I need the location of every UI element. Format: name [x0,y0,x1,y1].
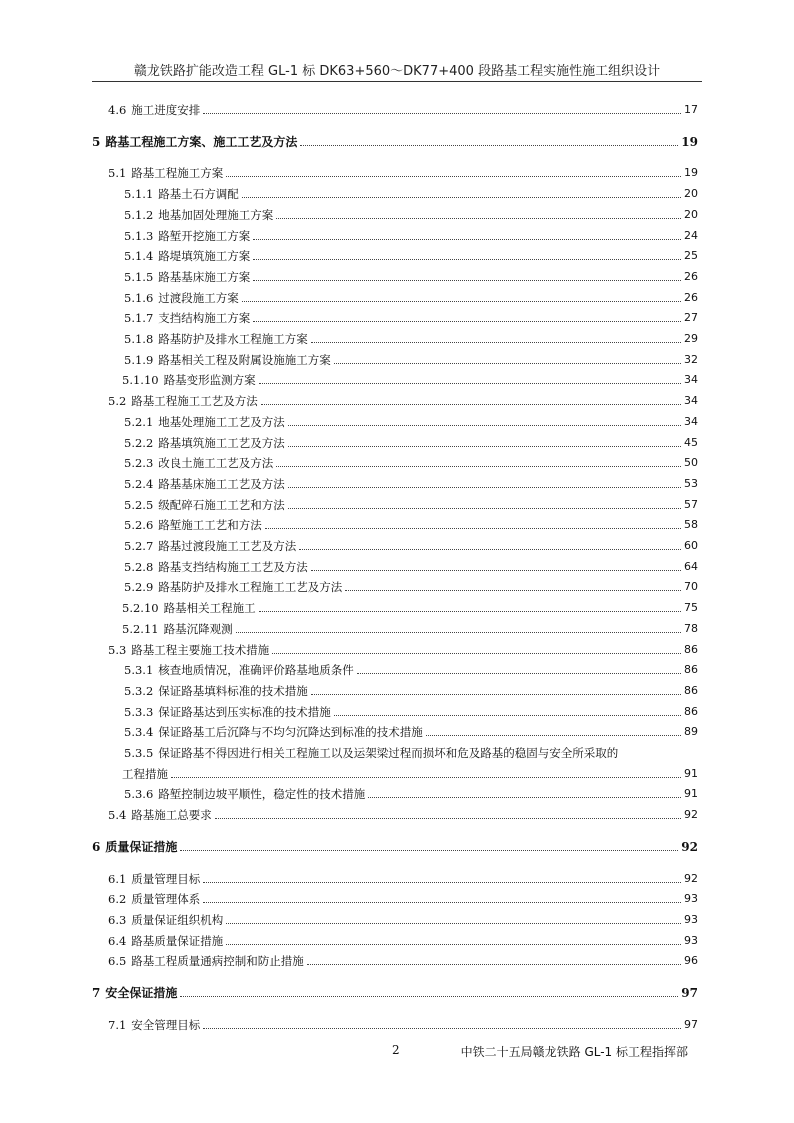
toc-entry-title: 路基工程质量通病控制和防止措施 [131,954,304,969]
toc-entry-title: 过渡段施工方案 [158,290,239,305]
toc-dot-leader [368,796,681,798]
toc-dot-leader [288,424,681,426]
toc-entry-page: 86 [684,704,698,718]
toc-entry-title: 路堑施工工艺和方法 [158,518,262,533]
toc-entry-title: 路基填筑施工工艺及方法 [158,435,285,450]
toc-entry-page: 91 [684,787,698,801]
toc-entry-title: 路堑开挖施工方案 [158,228,251,243]
toc-entry-number: 5.3.2 [124,683,154,698]
toc-entry-page: 93 [684,912,698,926]
footer-org: 中铁二十五局赣龙铁路 GL-1 标工程指挥部 [460,1045,688,1059]
toc-entry[interactable] [92,868,698,886]
toc-entry[interactable] [92,204,698,222]
toc-entry-number: 5.3.4 [124,725,154,740]
toc-entry-page: 50 [684,456,698,470]
toc-entry-number: 5.3.6 [124,787,154,802]
toc-entry[interactable] [92,369,698,387]
toc-entry-title: 核查地质情况，准确评价路基地质条件 [158,663,354,678]
toc-entry[interactable] [92,307,698,325]
toc-dot-leader [272,652,681,654]
toc-entry-number: 5.2.3 [124,456,154,471]
toc-entry-title: 路基土石方调配 [158,187,239,202]
toc-dot-leader [311,693,681,695]
toc-entry-number: 6 [92,839,101,854]
toc-entry-page: 91 [684,766,698,780]
toc-entry-number: 5.1.6 [124,290,154,305]
toc-entry-number: 5 [92,134,101,149]
toc-dot-leader [253,258,681,260]
toc-entry[interactable] [92,982,698,1000]
toc-entry-title: 质量保证措施 [105,839,178,854]
toc-dot-leader [203,1027,681,1029]
toc-entry-title: 保证路基达到压实标准的技术措施 [158,704,331,719]
toc-entry-title: 路基支挡结构施工工艺及方法 [158,559,308,574]
toc-entry-number: 5.1.8 [124,332,154,346]
toc-entry[interactable] [92,411,698,429]
toc-entry-title: 路基过渡段施工工艺及方法 [158,539,297,553]
toc-entry[interactable] [92,245,698,263]
toc-dot-leader [180,995,678,997]
toc-entry[interactable] [92,131,698,149]
toc-entry-page: 17 [684,103,698,116]
toc-entry[interactable] [92,287,698,305]
toc-dot-leader [203,881,681,883]
toc-dot-leader [307,963,681,965]
toc-entry[interactable] [92,701,698,719]
toc-entry-number: 5.3.1 [124,663,154,678]
toc-entry-number: 5.3.3 [124,704,154,719]
toc-entry[interactable] [92,266,698,284]
toc-entry[interactable] [92,804,698,822]
toc-entry-page: 60 [684,539,698,552]
toc-entry-title: 路基工程施工工艺及方法 [131,394,258,409]
toc-dot-leader [311,341,681,343]
toc-entry-title: 路基工程主要施工技术措施 [131,642,270,657]
toc-entry-number: 7 [92,986,101,1000]
toc-entry[interactable] [92,349,698,367]
toc-entry-title: 路基防护及排水工程施工工艺及方法 [158,580,343,595]
toc-entry-number: 5.1.7 [124,311,154,326]
header-rule [92,81,702,82]
toc-dot-leader [299,548,681,550]
toc-entry[interactable] [92,162,698,180]
toc-dot-leader [259,610,681,612]
toc-entry[interactable] [92,597,698,615]
toc-entry-title: 路基工程施工方案 [131,166,224,181]
toc-entry-page: 97 [681,986,698,1000]
toc-entry[interactable] [92,556,698,574]
toc-dot-leader [171,776,681,778]
toc-entry[interactable] [92,659,698,677]
toc-dot-leader [334,714,681,716]
toc-entry-page: 26 [684,269,698,283]
toc-entry-page: 25 [684,249,698,263]
toc-entry-wrapped-line2[interactable] [122,763,698,781]
footer-page-number: 2 [392,1043,400,1057]
toc-entry-number: 5.3 [108,642,127,657]
toc-entry-number: 5.1.9 [124,352,154,367]
toc-entry-number: 6.4 [108,933,127,948]
toc-entry-title: 路基质量保证措施 [131,933,224,948]
toc-entry-page: 20 [684,187,698,201]
toc-dot-leader [226,943,681,945]
toc-dot-leader [276,217,681,219]
toc-entry-title: 路基相关工程及附属设施施工方案 [158,352,331,367]
toc-entry-page: 93 [684,892,698,906]
toc-entry-number: 5.2.5 [124,497,154,512]
toc-dot-leader [253,279,681,281]
toc-entry-page: 58 [684,518,698,532]
toc-entry-title: 路基防护及排水工程施工方案 [158,332,308,346]
toc-entry[interactable] [92,514,698,532]
toc-dot-leader [226,175,681,177]
toc-entry-number: 5.1.2 [124,207,154,222]
toc-entry-page: 92 [684,808,698,822]
toc-entry-page: 86 [684,683,698,697]
toc-entry-title: 路基沉降观测 [163,621,233,636]
toc-dot-leader [265,527,681,529]
toc-entry[interactable] [92,390,698,408]
toc-entry-page: 64 [684,559,698,573]
toc-entry-page: 78 [684,621,698,635]
toc-entry-title: 保证路基工后沉降与不均匀沉降达到标准的技术措施 [158,725,423,740]
toc-entry-title: 安全管理目标 [131,1017,201,1032]
toc-dot-leader [259,382,681,384]
toc-entry-title: 路基变形监测方案 [163,373,256,388]
toc-entry-wrapped[interactable] [124,742,698,760]
toc-entry-title: 安全保证措施 [105,986,178,1000]
toc-entry-title-line2: 工程措施 [122,766,168,781]
toc-entry[interactable] [92,328,698,346]
toc-entry-number: 5.2.10 [122,601,159,616]
toc-entry-title: 质量保证组织机构 [131,912,224,927]
toc-entry-page: 86 [684,663,698,677]
toc-dot-leader [288,445,681,447]
toc-entry-title: 路基相关工程施工 [163,601,256,616]
toc-entry-number: 5.2.9 [124,580,154,595]
toc-dot-leader [300,144,678,146]
toc-entry-page: 96 [684,954,698,968]
toc-entry-page: 19 [681,134,698,149]
toc-dot-leader [203,901,681,903]
toc-entry-title: 路堑控制边坡平顺性，稳定性的技术措施 [158,787,366,802]
toc-entry-title: 路基施工总要求 [131,808,212,823]
toc-entry-page: 34 [684,414,698,428]
toc-entry-number: 5.1.10 [122,373,159,388]
toc-entry-title: 地基加固处理施工方案 [158,207,274,222]
toc-entry-page: 92 [681,839,698,854]
toc-entry[interactable] [92,721,698,739]
toc-entry-number: 7.1 [108,1017,127,1032]
toc-entry-title: 路基基床施工工艺及方法 [158,476,285,491]
toc-dot-leader [226,922,681,924]
toc-entry[interactable] [92,836,698,854]
toc-entry[interactable] [92,535,698,553]
toc-dot-leader [426,734,681,736]
toc-entry[interactable] [92,783,698,801]
toc-entry-number: 5.2.4 [124,476,154,491]
toc-entry-title: 施工进度安排 [131,103,201,117]
toc-entry-number: 5.1.1 [124,187,154,202]
toc-entry-title-line1: 保证路基不得因进行相关工程施工以及运架梁过程而损坏和危及路基的稳固与安全所采取的 [158,746,619,760]
toc-entry-title: 支挡结构施工方案 [158,311,251,326]
toc-entry-number: 6.1 [108,871,127,886]
toc-entry-title: 路堤填筑施工方案 [158,249,251,264]
toc-entry-number: 5.4 [108,808,127,823]
toc-entry[interactable] [92,950,698,968]
toc-entry-page: 45 [684,435,698,449]
toc-entry-number: 5.1 [108,166,127,181]
toc-entry-number: 5.3.5 [124,746,154,760]
toc-entry[interactable] [92,99,698,117]
toc-entry-number: 5.2.11 [122,621,159,636]
toc-entry[interactable] [92,452,698,470]
toc-dot-leader [180,849,678,851]
toc-entry-page: 27 [684,311,698,325]
toc-dot-leader [242,300,681,302]
toc-entry-number: 6.5 [108,954,127,969]
toc-entry-number: 5.2.1 [124,414,154,429]
toc-entry[interactable] [92,618,698,636]
toc-entry-page: 34 [684,373,698,387]
toc-entry[interactable] [92,680,698,698]
toc-entry[interactable] [92,930,698,948]
toc-entry[interactable] [92,639,698,657]
toc-entry-number: 5.2.7 [124,539,154,553]
toc-entry-page: 24 [684,228,698,242]
toc-entry-number: 6.3 [108,912,127,927]
toc-entry[interactable] [92,1014,698,1032]
toc-entry-page: 92 [684,871,698,885]
toc-entry[interactable] [92,225,698,243]
toc-dot-leader [242,196,681,198]
toc-entry-page: 53 [684,476,698,490]
toc-entry-title: 改良土施工工艺及方法 [158,456,274,471]
toc-dot-leader [261,403,681,405]
toc-entry-page: 20 [684,207,698,221]
toc-dot-leader [253,238,681,240]
toc-dot-leader [345,589,681,591]
toc-entry-title: 路基工程施工方案、施工工艺及方法 [105,134,298,149]
header-title: 赣龙铁路扩能改造工程 GL-1 标 DK63+560～DK77+400 段路基工程实施性施工组织设计 [133,64,661,79]
toc-entry-page: 19 [684,166,698,180]
toc-entry-page: 70 [684,580,698,594]
toc-entry-page: 86 [684,642,698,656]
toc-entry-number: 4.6 [108,103,127,117]
toc-entry-title: 质量管理目标 [131,871,201,886]
toc-dot-leader [215,817,681,819]
toc-entry[interactable] [92,494,698,512]
toc-entry[interactable] [92,576,698,594]
toc-entry[interactable] [92,432,698,450]
toc-entry-page: 32 [684,352,698,366]
toc-dot-leader [276,465,681,467]
toc-entry-number: 5.1.3 [124,228,154,243]
toc-entry-number: 5.2.2 [124,435,154,450]
toc-dot-leader [253,320,681,322]
toc-dot-leader [311,569,681,571]
toc-entry[interactable] [92,888,698,906]
toc-entry-page: 89 [684,725,698,739]
toc-entry-title: 保证路基填料标准的技术措施 [158,683,308,698]
toc-entry-page: 29 [684,332,698,345]
toc-entry-title: 地基处理施工工艺及方法 [158,414,285,429]
toc-entry-title: 路基基床施工方案 [158,269,251,284]
toc-entry-page: 75 [684,601,698,615]
toc-dot-leader [203,112,681,114]
toc-entry-title: 级配碎石施工工艺和方法 [158,497,285,512]
toc-entry[interactable] [92,183,698,201]
toc-entry-number: 6.2 [108,892,127,907]
toc-dot-leader [288,507,681,509]
toc-entry[interactable] [92,473,698,491]
toc-entry-number: 5.2.6 [124,518,154,533]
toc-entry-page: 57 [684,497,698,511]
toc-entry-number: 5.2.8 [124,559,154,574]
toc-entry-page: 97 [684,1017,698,1031]
toc-dot-leader [236,631,681,633]
toc-dot-leader [334,362,681,364]
toc-entry[interactable] [92,909,698,927]
toc-entry-number: 5.1.4 [124,249,154,264]
toc-entry-page: 93 [684,933,698,947]
toc-dot-leader [357,672,681,674]
toc-dot-leader [288,486,681,488]
toc-entry-page: 34 [684,394,698,408]
toc-entry-title: 质量管理体系 [131,892,201,907]
toc-entry-number: 5.1.5 [124,269,154,284]
toc-entry-number: 5.2 [108,394,127,409]
toc-entry-page: 26 [684,290,698,304]
